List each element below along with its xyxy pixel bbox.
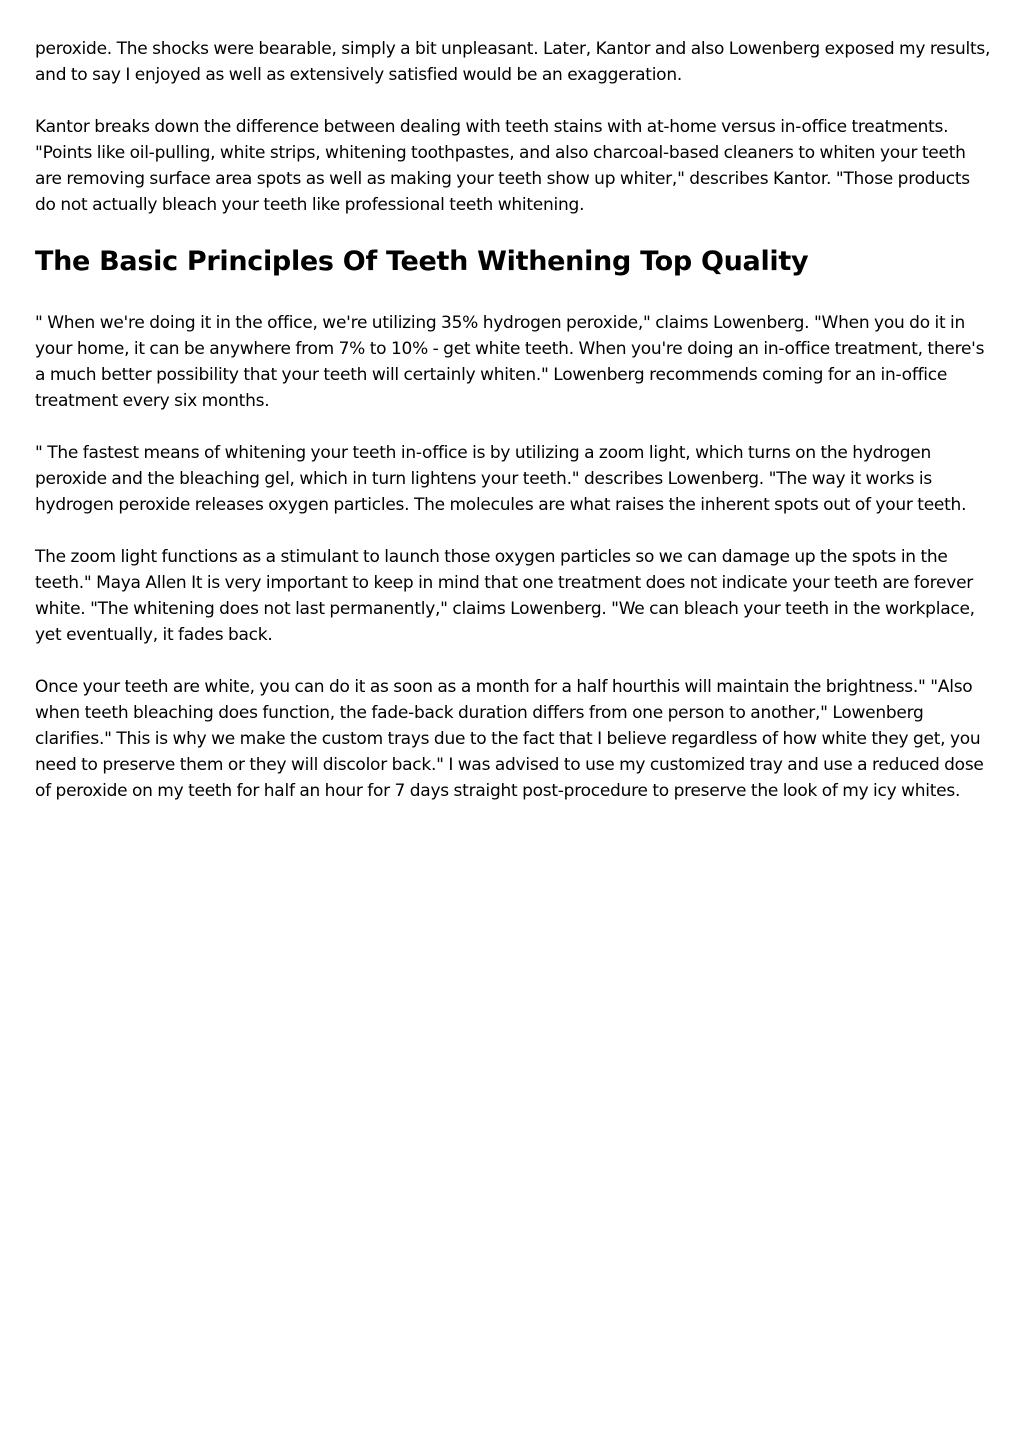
paragraph-peroxide-shocks: peroxide. The shocks were bearable, simply a bit unpleasant. Later, Kantor and also Lowenberg exposed my results, and to say I enjoyed as well as extensively satisfied would be an exaggeration. <box>35 39 991 85</box>
paragraph-office-peroxide: " When we're doing it in the office, we're utilizing 35% hydrogen peroxide," claims Lowenberg. "When you do it in your home, it can be anywhere from 7% to 10% - get white teeth. When you're doing an in-office treatment, there's a much better possibility that your teeth will certainly whiten." Lowenberg recommends coming for an in-office treatment every six months. <box>35 313 985 411</box>
paragraph-zoom-light-fastest: " The fastest means of whitening your teeth in-office is by utilizing a zoom light, which turns on the hydrogen peroxide and the bleaching gel, which in turn lightens your teeth." describes Lowenberg. "The way it works is hydrogen peroxide releases oxygen particles. The molecules are what raises the inherent spots out of your teeth. <box>35 443 967 515</box>
section-heading: The Basic Principles Of Teeth Withening Top Quality <box>35 246 809 277</box>
paragraph-custom-trays: Once your teeth are white, you can do it as soon as a month for a half hourthis will maintain the brightness." "Also when teeth bleaching does function, the fade-back duration differs from one person to another," Lowenberg clarifies." This is why we make the custom trays due to the fact that I believe regardless of how white they get, you need to preserve them or they will discolor back." I was advised to use my customized tray and use a reduced dose of peroxide on my teeth for half an hour for 7 days straight post-procedure to preserve the look of my icy whites. <box>35 677 984 801</box>
paragraph-kantor-difference: Kantor breaks down the difference between dealing with teeth stains with at-home versus in-office treatments. "Points like oil-pulling, white strips, whitening toothpastes, and also charcoal-based cleaners to whiten your teeth are removing surface area spots as well as making your teeth show up whiter," describes Kantor. "Those products do not actually bleach your teeth like professional teeth whitening. <box>35 117 970 215</box>
document-page <box>35 36 991 830</box>
paragraph-zoom-light-stimulant: The zoom light functions as a stimulant to launch those oxygen particles so we can damage up the spots in the teeth." Maya Allen It is very important to keep in mind that one treatment does not indicate your teeth are forever white. "The whitening does not last permanently," claims Lowenberg. "We can bleach your teeth in the workplace, yet eventually, it fades back. <box>35 547 975 645</box>
